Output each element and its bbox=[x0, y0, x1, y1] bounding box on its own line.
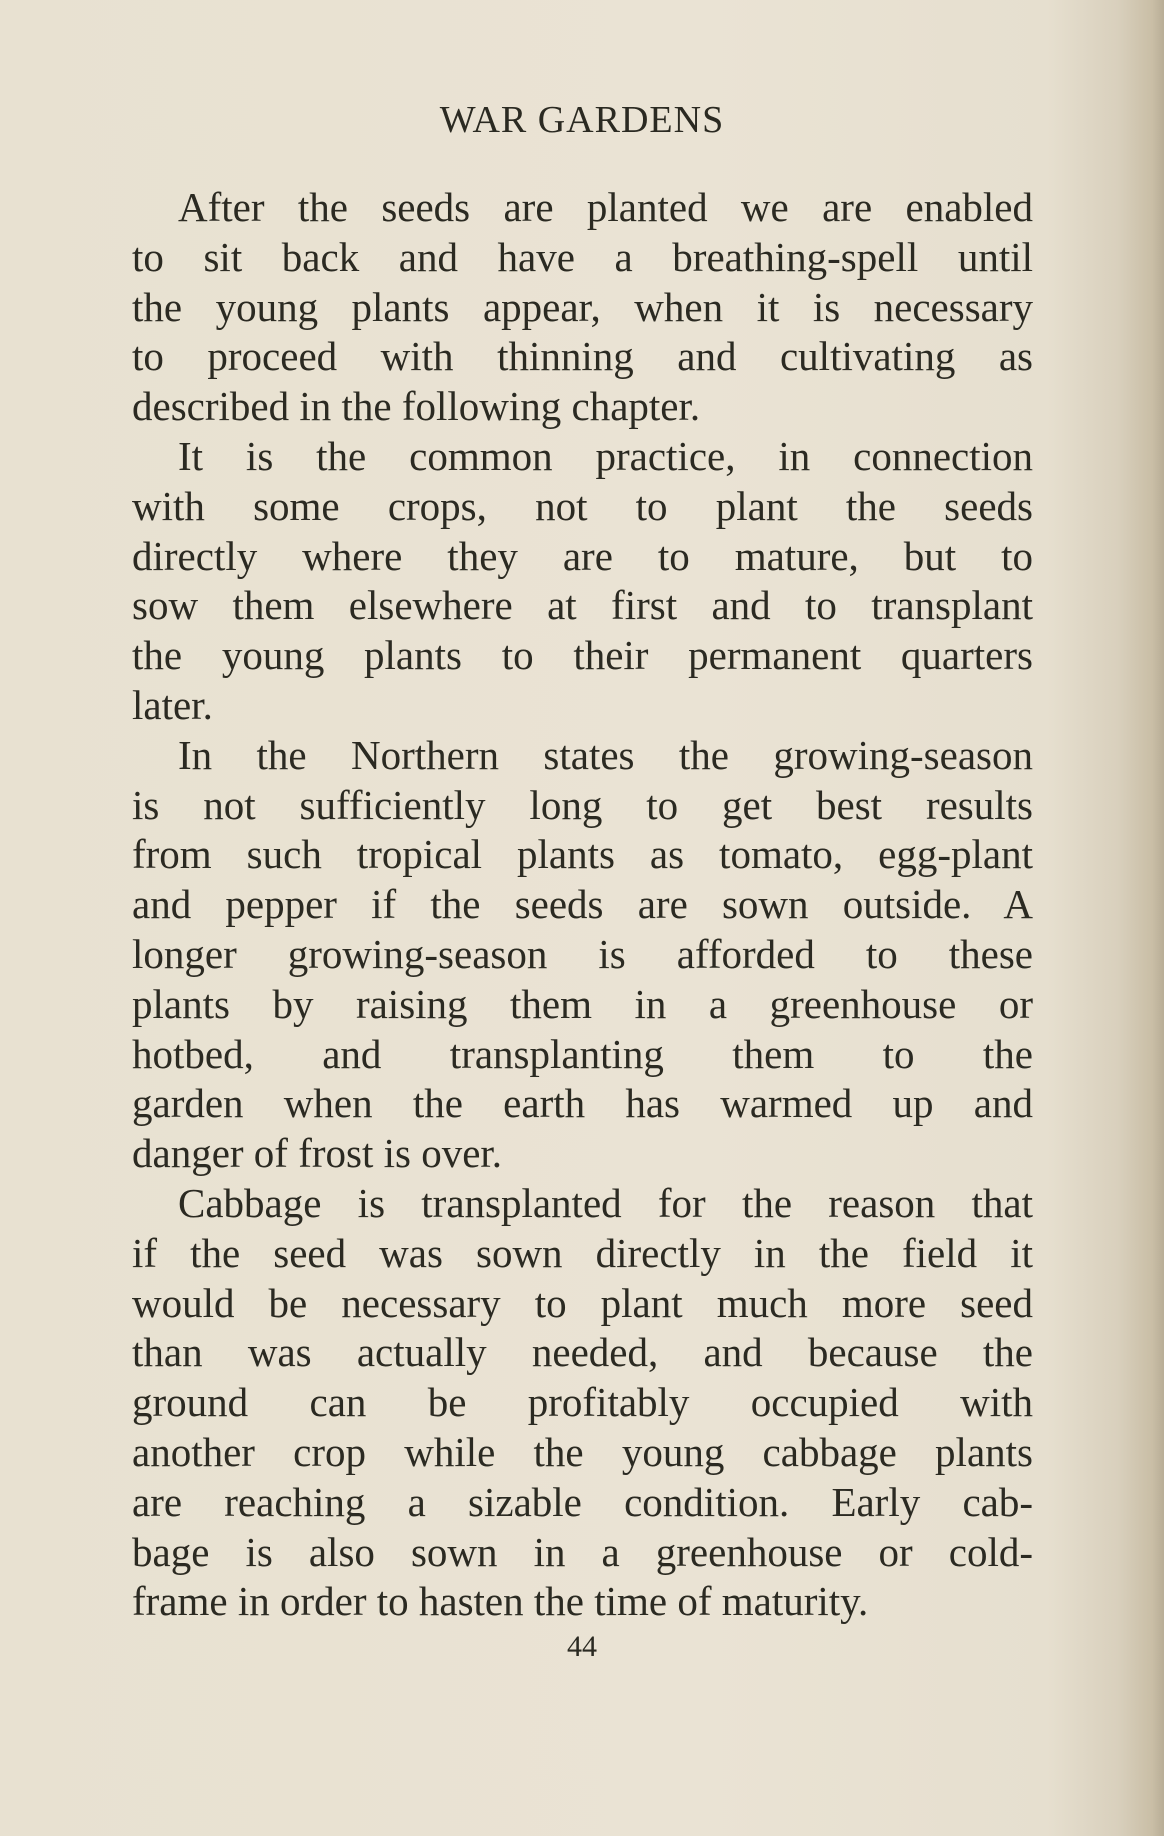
text-line: if the seed was sown directly in the field it bbox=[132, 1229, 1033, 1276]
text-line: danger of frost is over. bbox=[132, 1130, 503, 1177]
text-line: with some crops, not to plant the seeds bbox=[132, 482, 1033, 529]
text-line: hotbed, and transplanting them to the bbox=[132, 1030, 1033, 1077]
text-line: and pepper if the seeds are sown outside. A bbox=[132, 881, 1033, 928]
paragraph bbox=[132, 1179, 1033, 1627]
text-line: than was actually needed, and because the bbox=[132, 1329, 1033, 1376]
text-line: is not sufficiently long to get best results bbox=[132, 781, 1033, 828]
text-line: described in the following chapter. bbox=[132, 383, 701, 430]
text-line: another crop while the young cabbage plants bbox=[132, 1428, 1033, 1475]
text-line: longer growing-season is afforded to these bbox=[132, 930, 1033, 977]
text-line: later. bbox=[132, 681, 213, 728]
page-number: 44 bbox=[567, 1630, 597, 1663]
text-line: to sit back and have a breathing-spell until bbox=[132, 233, 1033, 280]
text-line: garden when the earth has warmed up and bbox=[132, 1080, 1033, 1127]
text-line: sow them elsewhere at first and to transplant bbox=[132, 582, 1033, 629]
text-line: the young plants to their permanent quarters bbox=[132, 632, 1033, 679]
text-line: In the Northern states the growing-season bbox=[178, 731, 1033, 778]
text-line: bage is also sown in a greenhouse or cold- bbox=[132, 1528, 1033, 1575]
paragraph bbox=[132, 731, 1033, 1179]
text-line: It is the common practice, in connection bbox=[178, 432, 1033, 479]
text-line: directly where they are to mature, but to bbox=[132, 532, 1033, 579]
text-line: would be necessary to plant much more seed bbox=[132, 1279, 1033, 1326]
running-head: WAR GARDENS bbox=[439, 99, 725, 141]
text-line: ground can be profitably occupied with bbox=[132, 1379, 1033, 1426]
text-line: plants by raising them in a greenhouse or bbox=[132, 980, 1033, 1027]
text-line: the young plants appear, when it is necessary bbox=[132, 283, 1033, 330]
text-line: Cabbage is transplanted for the reason that bbox=[178, 1179, 1033, 1226]
paragraph bbox=[132, 432, 1033, 731]
text-line: are reaching a sizable condition. Early cab- bbox=[132, 1478, 1033, 1525]
page-body bbox=[132, 183, 1033, 1627]
paragraph bbox=[132, 183, 1033, 432]
text-line: to proceed with thinning and cultivating as bbox=[132, 333, 1033, 380]
text-line: from such tropical plants as tomato, egg-plant bbox=[132, 831, 1033, 878]
text-line: After the seeds are planted we are enabled bbox=[178, 184, 1033, 230]
text-line: frame in order to hasten the time of maturity. bbox=[132, 1578, 869, 1625]
